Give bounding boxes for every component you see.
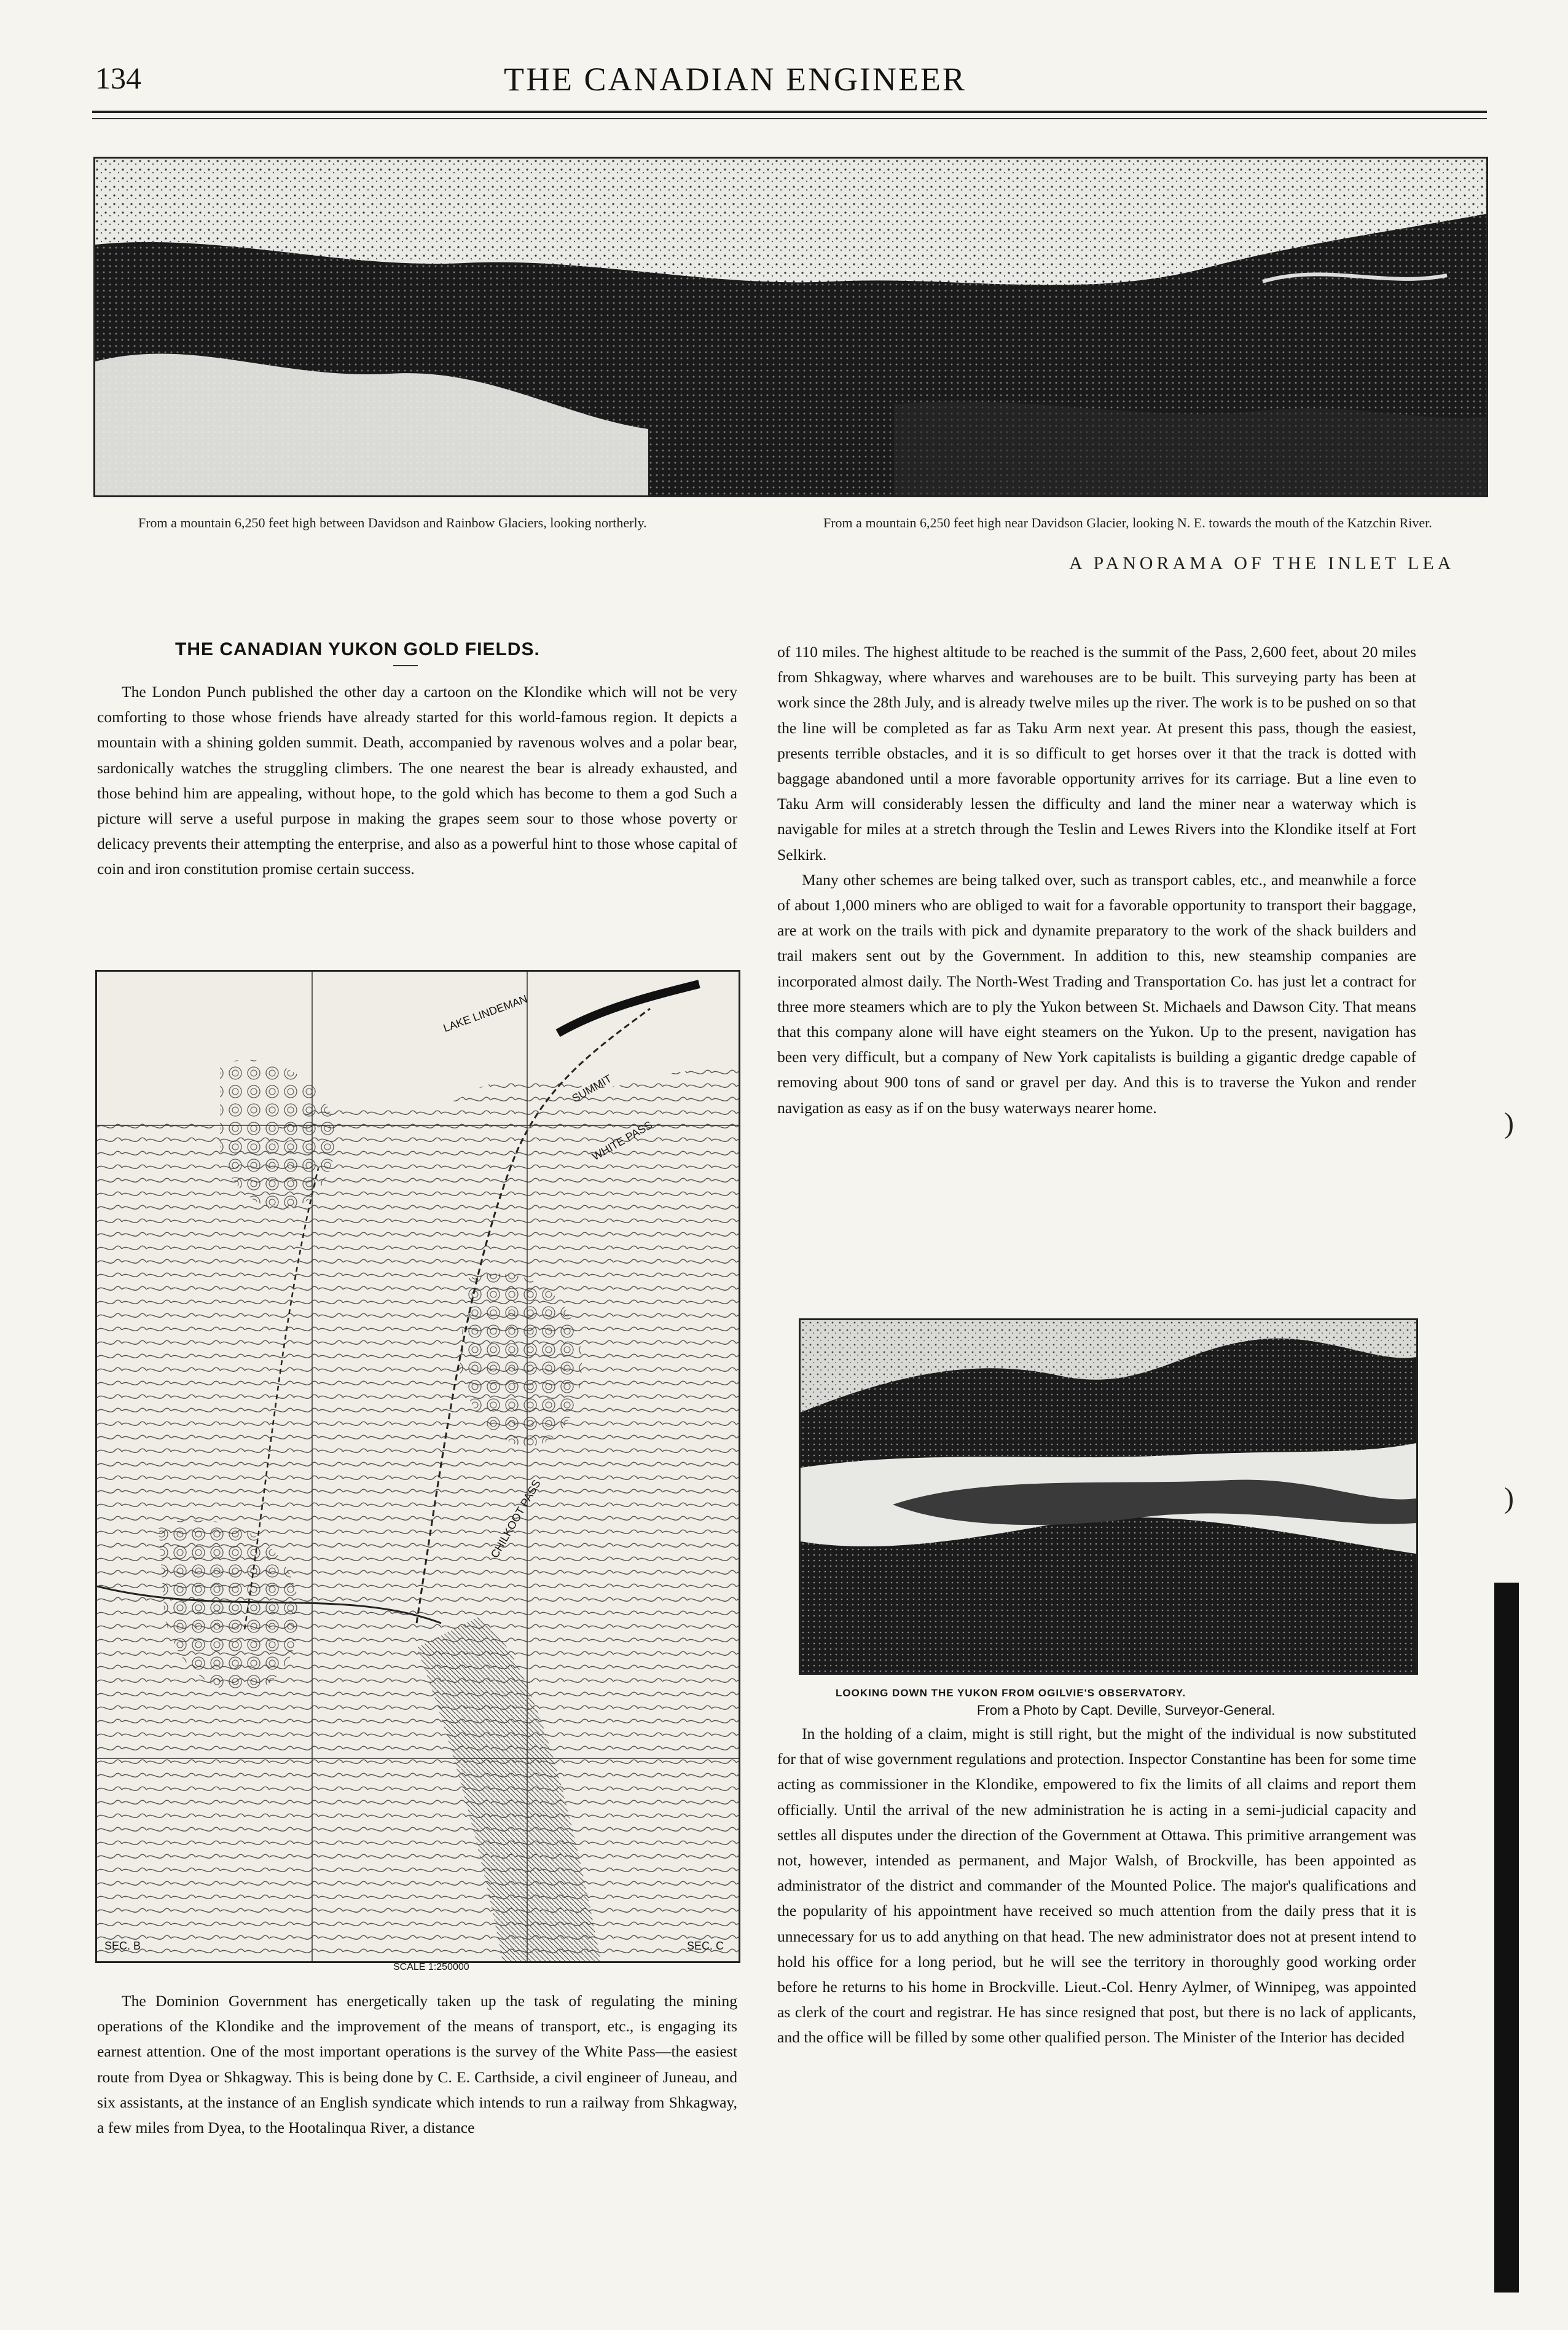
header-rule <box>92 111 1487 113</box>
right-column-top <box>777 639 1416 1120</box>
map-label-white-pass: WHITE PASS <box>590 1118 655 1163</box>
article-title: THE CANADIAN YUKON GOLD FIELDS. <box>175 639 540 659</box>
map-label-lake-lindeman: LAKE LINDEMAN <box>441 992 529 1035</box>
paragraph-claim: In the holding of a claim, might is still right, but the might of the individual is now substituted for that of wise government regulations and protection. Inspector Constantine has been for some time acting as commissioner in the Klondike, empowered to fix the limits of all claims and report them officially. Until the arrival of the new administration he is acting in a semi-judicial capacity and settles all disputes under the direction of the Government at Ottawa. This primitive arrangement was not, however, intended as permanent, and Major Walsh, of Brockville, has been appointed as administrator of the district and commander of the Mounted Police. The major's qualifications and the popularity of his appointment have received so much attention from the daily press that it is unnecessary for us to add anything on that head. The new administrator does not at present intend to hold his office for a long period, but he will see the territory in thoroughly good working order before he returns to his home in Brockville. Lieut.-Col. Henry Aylmer, of Winnipeg, was appointed as clerk of the court and registrar. He has since resigned that post, but there is no lack of applicants, and the office will be filled by some other qualified person. The Minister of the Interior has decided <box>777 1725 1416 2047</box>
photo-caption-credit: From a Photo by Capt. Deville, Surveyor-General. <box>977 1702 1276 1718</box>
yukon-photo <box>799 1318 1418 1675</box>
panorama-caption-left: From a mountain 6,250 feet high between Davidson and Rainbow Glaciers, looking northerly. <box>138 515 647 530</box>
header-rule-thin <box>92 118 1487 119</box>
margin-bracket-lower: ) <box>1504 1482 1514 1514</box>
right-column-bottom <box>777 1721 1416 2050</box>
map-label-chilkoot-pass: CHILKOOT PASS <box>488 1478 543 1561</box>
map-corner-right: SEC. C <box>687 1940 724 1952</box>
left-column-bottom <box>97 1988 737 2140</box>
route-map <box>95 970 740 1963</box>
panorama-photo <box>93 157 1488 497</box>
paragraph-punch: The London Punch published the other day a cartoon on the Klondike which will not be very comforting to those whose friends have already started for this world-famous region. It depicts a mountain with a shining golden summit. Death, accompanied by ravenous wolves and a polar bear, sardonically watches the struggling climbers. The one nearest the bear is already exhausted, and those behind him are appealing, without hope, to the gold which has become to them a god Such a picture will serve a useful purpose in making the grapes seem sour to those whose poverty or delicacy prevents their attempting the enterprise, and also as a powerful hint to those whose capital of coin and iron constitution promise certain success. <box>97 683 737 878</box>
title-dash <box>393 665 418 666</box>
margin-bar <box>1494 1583 1519 2293</box>
panorama-caption-right: From a mountain 6,250 feet high near Davidson Glacier, looking N. E. towards the mouth of the Katzchin River. <box>823 515 1432 530</box>
map-scale-label: SCALE 1:250000 <box>393 1962 469 1972</box>
page-number: 134 <box>95 61 141 95</box>
margin-bracket: ) <box>1504 1107 1514 1139</box>
photo-caption-title: LOOKING DOWN THE YUKON FROM OGILVIE'S OBSERVATORY. <box>836 1687 1186 1699</box>
left-column-top <box>97 679 737 882</box>
paragraph-pass: of 110 miles. The highest altitude to be reached is the summit of the Pass, 2,600 feet, about 20 miles from Shkagway, where wharves and warehouses are to be built. This surveying party has been at work since the 28th July, and is already twelve miles up the river. The work is to be pushed on so that the line will be completed as far as Taku Arm next year. At present this pass, though the easiest, presents terrible obstacles, and it is so difficult to get horses over it that the track is dotted with baggage abandoned until a more favorable opportunity arrives for its carriage. But a line even to Taku Arm will considerably lessen the difficulty and land the miner near a waterway which is navigable for miles at a stretch through the Teslin and Lewes Rivers into the Klondike itself at Fort Selkirk. <box>777 643 1416 864</box>
journal-title: THE CANADIAN ENGINEER <box>504 61 966 98</box>
panorama-title: A PANORAMA OF THE INLET LEA <box>1069 553 1455 573</box>
paragraph-dominion: The Dominion Government has energetically taken up the task of regulating the mining operations of the Klondike and the improvement of the means of transport, etc., is engaging its earnest attention. One of the most important operations is the survey of the White Pass—the easiest route from Dyea or Shkagway. This is being done by C. E. Carthside, a civil engineer of Juneau, and six assistants, at the instance of an English syndicate which intends to run a railway from Shkagway, a few miles from Dyea, to the Hootalinqua River, a distance <box>97 1992 737 2137</box>
paragraph-schemes: Many other schemes are being talked over, such as transport cables, etc., and meanwhile a force of about 1,000 miners who are obliged to wait for a favorable opportunity to transport their baggage, are at work on the trails with pick and dynamite preparatory to the work of the shack builders and trail makers sent out by the Government. In addition to this, new steamship companies are incorporated almost daily. The North-West Trading and Transportation Co. has just let a contract for three more steamers which are to ply the Yukon between St. Michaels and Dawson City. That means that this company alone will have eight steamers on the Yukon. Up to the present, navigation has been very difficult, but a company of New York capitalists is building a gigantic dredge capable of removing about 900 tons of sand or gravel per day. And this is to traverse the Yukon and render navigation as easy as if on the busy waterways nearer home. <box>777 870 1416 1117</box>
map-label-summit: SUMMIT <box>570 1072 614 1105</box>
map-corner-left: SEC. B <box>104 1940 141 1952</box>
